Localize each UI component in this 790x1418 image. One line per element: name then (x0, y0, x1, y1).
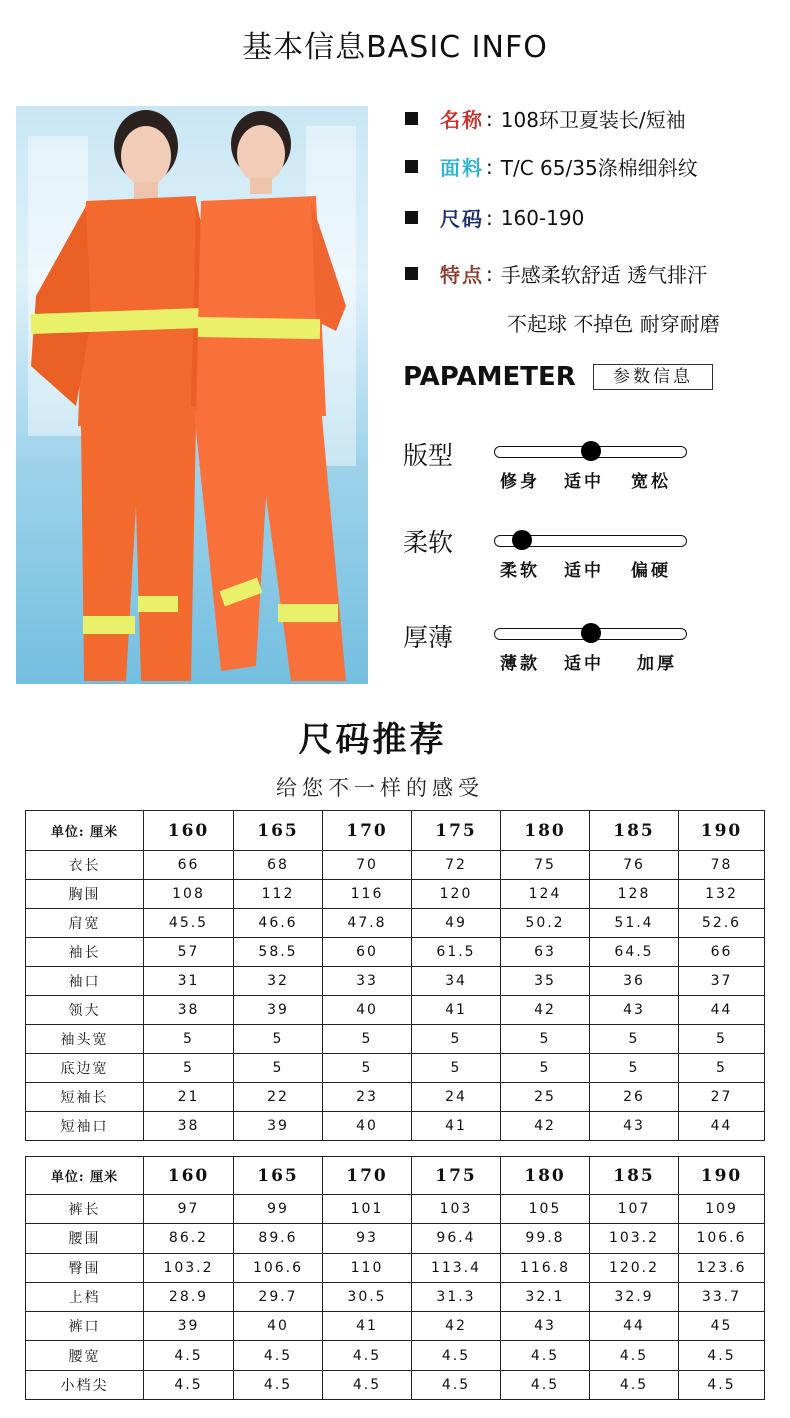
table-cell: 4.5 (679, 1370, 765, 1399)
table-row (26, 1195, 765, 1224)
size-header: 180 (501, 811, 590, 851)
table-cell: 5 (234, 1025, 323, 1054)
table-cell: 120 (412, 880, 501, 909)
table-cell: 40 (234, 1312, 323, 1341)
unit-label: 单位: 厘米 (26, 811, 144, 851)
row-label: 袖长 (26, 938, 144, 967)
row-label: 袖口 (26, 967, 144, 996)
table-cell: 110 (323, 1253, 412, 1282)
table-row (26, 1083, 765, 1112)
tick-label: 宽松 (631, 472, 671, 492)
table-cell: 32.1 (501, 1282, 590, 1311)
table-cell: 5 (679, 1025, 765, 1054)
table-cell: 52.6 (679, 909, 765, 938)
square-bullet-icon (405, 160, 418, 173)
row-label: 肩宽 (26, 909, 144, 938)
info-fabric-row (405, 152, 698, 181)
table-cell: 45.5 (144, 909, 234, 938)
table-cell: 63 (501, 938, 590, 967)
table-cell: 42 (501, 996, 590, 1025)
product-photo (16, 106, 368, 684)
table-cell: 75 (501, 851, 590, 880)
table-cell: 101 (323, 1195, 412, 1224)
row-label: 小档尖 (26, 1370, 144, 1399)
table-cell: 107 (590, 1195, 679, 1224)
info-name-row (405, 104, 686, 133)
slider-softness-knob (512, 530, 532, 550)
tick-label: 柔软 (500, 561, 540, 581)
table-cell: 23 (323, 1083, 412, 1112)
table-cell: 37 (679, 967, 765, 996)
slider-thickness-knob (581, 623, 601, 643)
table-cell: 60 (323, 938, 412, 967)
info-label: 尺码 (440, 207, 484, 231)
info-separator: : (486, 205, 493, 230)
tick-label: 薄款 (500, 654, 540, 674)
info-value: 108环卫夏装长/短袖 (500, 108, 686, 132)
table-cell: 68 (234, 851, 323, 880)
size-header: 190 (679, 811, 765, 851)
table-cell: 4.5 (144, 1370, 234, 1399)
table-cell: 5 (679, 1054, 765, 1083)
table-row (26, 967, 765, 996)
table-cell: 106.6 (679, 1224, 765, 1253)
table-cell: 42 (501, 1112, 590, 1141)
table-row (26, 1112, 765, 1141)
table-row (26, 1341, 765, 1370)
table-cell: 51.4 (590, 909, 679, 938)
table-cell: 4.5 (501, 1341, 590, 1370)
row-label: 臀围 (26, 1253, 144, 1282)
row-label: 领大 (26, 996, 144, 1025)
info-features-extra: 不起球 不掉色 耐穿耐磨 (507, 312, 720, 336)
table-cell: 124 (501, 880, 590, 909)
table-cell: 132 (679, 880, 765, 909)
table-cell: 113.4 (412, 1253, 501, 1282)
table-cell: 66 (679, 938, 765, 967)
row-label: 胸围 (26, 880, 144, 909)
tick-label: 适中 (564, 654, 604, 674)
table-cell: 128 (590, 880, 679, 909)
unit-label: 单位: 厘米 (26, 1157, 144, 1195)
table-cell: 108 (144, 880, 234, 909)
row-label: 裤口 (26, 1312, 144, 1341)
table-cell: 116.8 (501, 1253, 590, 1282)
table-cell: 49 (412, 909, 501, 938)
page-title: 基本信息BASIC INFO (242, 30, 548, 65)
table-cell: 4.5 (144, 1341, 234, 1370)
table-cell: 32.9 (590, 1282, 679, 1311)
table-cell: 5 (412, 1054, 501, 1083)
table-cell: 45 (679, 1312, 765, 1341)
table-cell: 33.7 (679, 1282, 765, 1311)
size-header: 175 (412, 811, 501, 851)
models-illustration (16, 106, 368, 684)
table-cell: 105 (501, 1195, 590, 1224)
parameter-box-label: 参数信息 (593, 364, 713, 390)
table-cell: 4.5 (412, 1341, 501, 1370)
info-separator: : (486, 106, 493, 131)
slider-thickness-name: 厚薄 (403, 623, 454, 652)
table-row (26, 1312, 765, 1341)
table-row (26, 1253, 765, 1282)
table-cell: 32 (234, 967, 323, 996)
table-cell: 5 (501, 1054, 590, 1083)
table-cell: 5 (144, 1054, 234, 1083)
slider-fit-name: 版型 (403, 441, 454, 470)
table-cell: 5 (501, 1025, 590, 1054)
table-cell: 5 (323, 1054, 412, 1083)
table-cell: 61.5 (412, 938, 501, 967)
table-cell: 39 (144, 1312, 234, 1341)
table-row (26, 1224, 765, 1253)
info-value: 160-190 (500, 205, 585, 230)
parameter-heading: PAPAMETER (403, 362, 576, 392)
info-label: 特点 (440, 263, 484, 287)
bottom-size-table (25, 1156, 765, 1400)
size-header: 170 (323, 811, 412, 851)
table-cell: 44 (679, 996, 765, 1025)
table-row (26, 851, 765, 880)
table-cell: 103 (412, 1195, 501, 1224)
table-cell: 109 (679, 1195, 765, 1224)
info-separator: : (486, 261, 493, 286)
info-size-row (405, 203, 584, 232)
table-cell: 5 (144, 1025, 234, 1054)
table-cell: 47.8 (323, 909, 412, 938)
row-label: 短袖长 (26, 1083, 144, 1112)
table-cell: 28.9 (144, 1282, 234, 1311)
slider-softness-track (494, 535, 687, 547)
table-cell: 103.2 (144, 1253, 234, 1282)
table-cell: 58.5 (234, 938, 323, 967)
table-cell: 41 (412, 1112, 501, 1141)
table-cell: 5 (323, 1025, 412, 1054)
row-label: 袖头宽 (26, 1025, 144, 1054)
info-value: T/C 65/35涤棉细斜纹 (500, 156, 698, 180)
table-cell: 27 (679, 1083, 765, 1112)
table-cell: 72 (412, 851, 501, 880)
table-cell: 57 (144, 938, 234, 967)
table-cell: 39 (234, 996, 323, 1025)
table-cell: 24 (412, 1083, 501, 1112)
size-header: 185 (590, 1157, 679, 1195)
size-header: 165 (234, 1157, 323, 1195)
table-cell: 36 (590, 967, 679, 996)
table-cell: 5 (590, 1025, 679, 1054)
size-section-title: 尺码推荐 (298, 720, 447, 760)
table-cell: 50.2 (501, 909, 590, 938)
table-cell: 70 (323, 851, 412, 880)
table-row (26, 1370, 765, 1399)
table-cell: 66 (144, 851, 234, 880)
table-row (26, 938, 765, 967)
square-bullet-icon (405, 211, 418, 224)
tick-label: 加厚 (637, 654, 677, 674)
table-cell: 31 (144, 967, 234, 996)
row-label: 腰围 (26, 1224, 144, 1253)
table-cell: 31.3 (412, 1282, 501, 1311)
table-cell: 34 (412, 967, 501, 996)
size-header: 170 (323, 1157, 412, 1195)
table-cell: 5 (234, 1054, 323, 1083)
size-header: 160 (144, 811, 234, 851)
table-cell: 38 (144, 1112, 234, 1141)
table-cell: 29.7 (234, 1282, 323, 1311)
slider-fit-track (494, 446, 687, 458)
table-cell: 4.5 (679, 1341, 765, 1370)
row-label: 上档 (26, 1282, 144, 1311)
table-cell: 4.5 (412, 1370, 501, 1399)
table-cell: 30.5 (323, 1282, 412, 1311)
table-cell: 89.6 (234, 1224, 323, 1253)
row-label: 腰宽 (26, 1341, 144, 1370)
tick-label: 修身 (500, 472, 540, 492)
table-cell: 39 (234, 1112, 323, 1141)
table-cell: 93 (323, 1224, 412, 1253)
table-cell: 103.2 (590, 1224, 679, 1253)
size-section-subtitle: 给您不一样的感受 (276, 776, 484, 800)
table-cell: 44 (679, 1112, 765, 1141)
table-cell: 35 (501, 967, 590, 996)
table-cell: 43 (590, 1112, 679, 1141)
table-cell: 97 (144, 1195, 234, 1224)
info-value: 手感柔软舒适 透气排汗 (500, 263, 708, 287)
table-cell: 4.5 (323, 1370, 412, 1399)
table-cell: 112 (234, 880, 323, 909)
table-cell: 78 (679, 851, 765, 880)
table-row (26, 909, 765, 938)
table-row (26, 1025, 765, 1054)
tick-label: 适中 (564, 472, 604, 492)
table-cell: 22 (234, 1083, 323, 1112)
square-bullet-icon (405, 112, 418, 125)
table-cell: 86.2 (144, 1224, 234, 1253)
table-cell: 44 (590, 1312, 679, 1341)
row-label: 底边宽 (26, 1054, 144, 1083)
table-row (26, 996, 765, 1025)
table-cell: 4.5 (501, 1370, 590, 1399)
table-cell: 21 (144, 1083, 234, 1112)
table-row (26, 880, 765, 909)
slider-thickness-track (494, 628, 687, 640)
table-cell: 42 (412, 1312, 501, 1341)
table-cell: 41 (412, 996, 501, 1025)
table-cell: 43 (590, 996, 679, 1025)
table-cell: 46.6 (234, 909, 323, 938)
square-bullet-icon (405, 267, 418, 280)
info-separator: : (486, 154, 493, 179)
table-cell: 26 (590, 1083, 679, 1112)
size-header: 175 (412, 1157, 501, 1195)
table-cell: 5 (412, 1025, 501, 1054)
table-cell: 25 (501, 1083, 590, 1112)
tick-label: 偏硬 (631, 561, 671, 581)
table-cell: 5 (590, 1054, 679, 1083)
table-cell: 38 (144, 996, 234, 1025)
size-header: 185 (590, 811, 679, 851)
row-label: 短袖口 (26, 1112, 144, 1141)
slider-softness-name: 柔软 (403, 528, 454, 557)
size-header: 160 (144, 1157, 234, 1195)
table-cell: 76 (590, 851, 679, 880)
row-label: 衣长 (26, 851, 144, 880)
table-cell: 123.6 (679, 1253, 765, 1282)
table-cell: 96.4 (412, 1224, 501, 1253)
table-cell: 33 (323, 967, 412, 996)
table-cell: 4.5 (323, 1341, 412, 1370)
table-cell: 41 (323, 1312, 412, 1341)
table-cell: 120.2 (590, 1253, 679, 1282)
table-row (26, 1282, 765, 1311)
info-label: 面料 (440, 156, 484, 180)
table-cell: 106.6 (234, 1253, 323, 1282)
slider-fit-knob (581, 441, 601, 461)
size-header: 180 (501, 1157, 590, 1195)
table-cell: 4.5 (590, 1370, 679, 1399)
table-cell: 4.5 (234, 1341, 323, 1370)
top-size-table (25, 810, 765, 1141)
table-cell: 40 (323, 1112, 412, 1141)
info-features-row (405, 259, 707, 288)
table-cell: 43 (501, 1312, 590, 1341)
table-cell: 64.5 (590, 938, 679, 967)
tick-label: 适中 (564, 561, 604, 581)
table-row (26, 1054, 765, 1083)
table-cell: 116 (323, 880, 412, 909)
info-label: 名称 (440, 108, 484, 132)
table-cell: 99.8 (501, 1224, 590, 1253)
table-cell: 99 (234, 1195, 323, 1224)
row-label: 裤长 (26, 1195, 144, 1224)
table-cell: 4.5 (590, 1341, 679, 1370)
size-header: 165 (234, 811, 323, 851)
table-cell: 4.5 (234, 1370, 323, 1399)
size-header: 190 (679, 1157, 765, 1195)
table-cell: 40 (323, 996, 412, 1025)
